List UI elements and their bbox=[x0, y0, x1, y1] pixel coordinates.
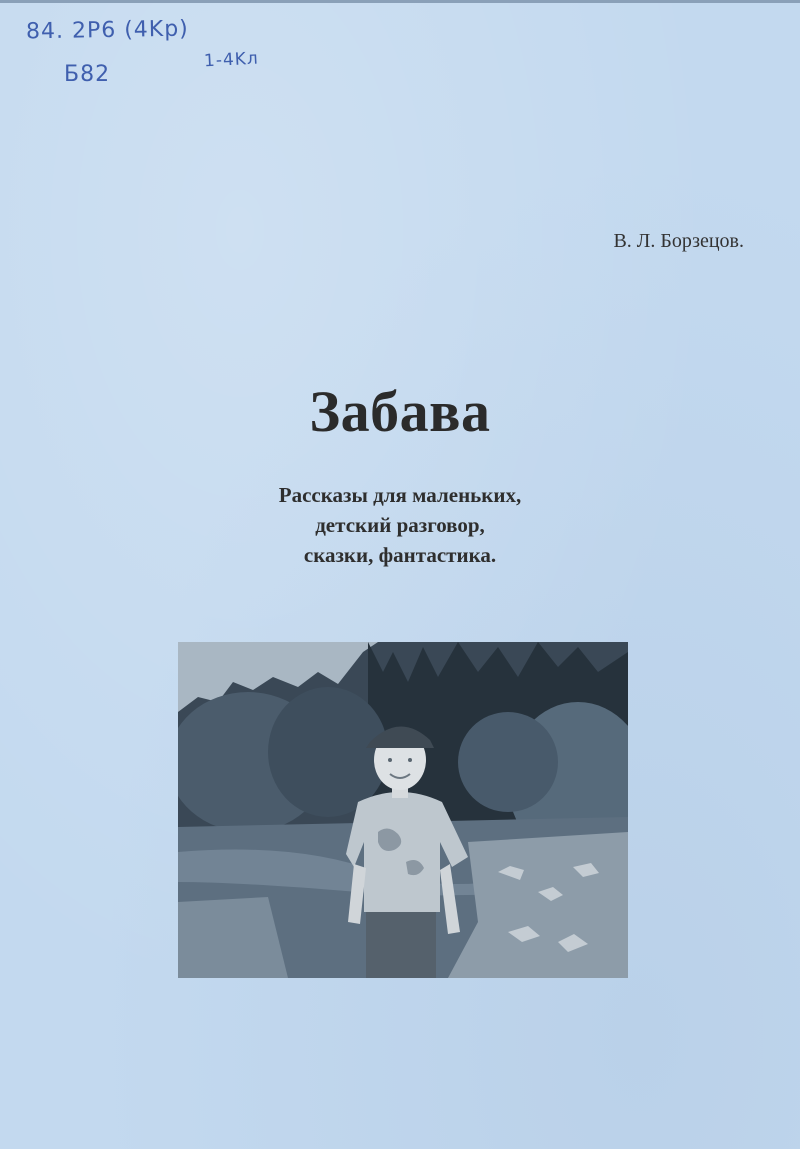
library-copy-mark: 1-4Kл bbox=[203, 48, 260, 72]
cover-top-edge bbox=[0, 0, 800, 3]
author-name: В. Л. Борзецов. bbox=[613, 230, 744, 252]
book-title: Забава bbox=[309, 379, 491, 444]
photo-boy-eye bbox=[408, 758, 412, 762]
photo-boy-eye bbox=[388, 758, 392, 762]
library-author-mark: Б82 bbox=[64, 62, 111, 87]
subtitle-line: Рассказы для маленьких, bbox=[278, 483, 522, 507]
cover-photo bbox=[178, 642, 628, 978]
photo-boy-shorts bbox=[366, 904, 436, 978]
subtitle-line: сказки, фантастика. bbox=[303, 543, 497, 567]
boy-by-river-photo bbox=[178, 642, 628, 978]
library-shelf-mark: 84. 2P6 (4Kp) bbox=[25, 16, 190, 45]
subtitle-line: детский разговор, bbox=[315, 513, 485, 537]
photo-bush-right-inner bbox=[458, 712, 558, 812]
book-subtitle bbox=[0, 480, 800, 570]
